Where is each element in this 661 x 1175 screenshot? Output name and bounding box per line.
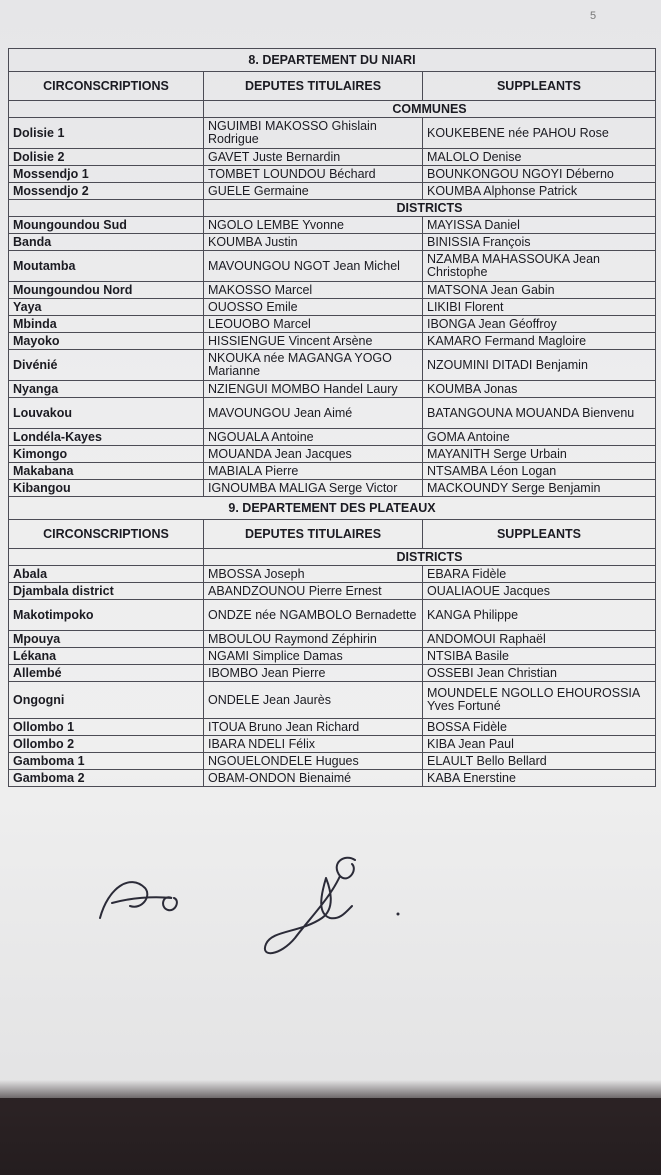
table-row [9, 446, 656, 463]
suppleant-cell: IBONGA Jean Géoffroy [423, 316, 656, 333]
suppleants-header: SUPPLEANTS [423, 72, 656, 101]
suppleant-cell: NZAMBA MAHASSOUKA Jean Christophe [423, 251, 656, 282]
suppleant-cell: KANGA Philippe [423, 600, 656, 631]
circonscription-cell: Gamboma 2 [9, 770, 204, 787]
depute-titulaire-cell: ITOUA Bruno Jean Richard [204, 719, 423, 736]
table-row [9, 600, 656, 631]
signature-dot [397, 913, 400, 916]
circonscriptions-header: CIRCONSCRIPTIONS [9, 72, 204, 101]
depute-titulaire-cell: MAKOSSO Marcel [204, 282, 423, 299]
depute-titulaire-cell: NGUIMBI MAKOSSO Ghislain Rodrigue [204, 118, 423, 149]
circonscription-cell: Yaya [9, 299, 204, 316]
circonscription-cell: Divénié [9, 350, 204, 381]
table-row [9, 251, 656, 282]
depute-titulaire-cell: ABANDZOUNOU Pierre Ernest [204, 583, 423, 600]
circonscription-cell: Kimongo [9, 446, 204, 463]
depute-titulaire-cell: NGOUALA Antoine [204, 429, 423, 446]
suppleant-cell: BOUNKONGOU NGOYI Déberno [423, 166, 656, 183]
suppleant-cell: BATANGOUNA MOUANDA Bienvenu [423, 398, 656, 429]
circonscription-cell: Moungoundou Sud [9, 217, 204, 234]
suppleant-cell: NZOUMINI DITADI Benjamin [423, 350, 656, 381]
circonscription-cell: Djambala district [9, 583, 204, 600]
deputes-titulaires-header: DEPUTES TITULAIRES [204, 72, 423, 101]
suppleant-cell: MACKOUNDY Serge Benjamin [423, 480, 656, 497]
circonscription-cell: Mossendjo 1 [9, 166, 204, 183]
table-row [9, 381, 656, 398]
suppleant-cell: KABA Enerstine [423, 770, 656, 787]
table-row [9, 149, 656, 166]
department-title: 9. DEPARTEMENT DES PLATEAUX [9, 497, 656, 520]
circonscription-cell: Makotimpoko [9, 600, 204, 631]
suppleant-cell: MATSONA Jean Gabin [423, 282, 656, 299]
suppleant-cell: BINISSIA François [423, 234, 656, 251]
suppleant-cell: KIBA Jean Paul [423, 736, 656, 753]
depute-titulaire-cell: MABIALA Pierre [204, 463, 423, 480]
suppleant-cell: MAYANITH Serge Urbain [423, 446, 656, 463]
circonscription-cell: Moungoundou Nord [9, 282, 204, 299]
suppleants-header: SUPPLEANTS [423, 520, 656, 549]
table-row [9, 719, 656, 736]
circonscription-cell: Gamboma 1 [9, 753, 204, 770]
circonscription-cell: Londéla-Kayes [9, 429, 204, 446]
suppleant-cell: LIKIBI Florent [423, 299, 656, 316]
table-row [9, 566, 656, 583]
deputies-table-body [9, 49, 656, 787]
table-row [9, 234, 656, 251]
page-bottom-shadow [0, 1080, 661, 1175]
depute-titulaire-cell: IBOMBO Jean Pierre [204, 665, 423, 682]
table-row [9, 398, 656, 429]
table-row [9, 648, 656, 665]
depute-titulaire-cell: IGNOUMBA MALIGA Serge Victor [204, 480, 423, 497]
table-row [9, 665, 656, 682]
depute-titulaire-cell: MBOSSA Joseph [204, 566, 423, 583]
section-row [9, 101, 656, 118]
suppleant-cell: MAYISSA Daniel [423, 217, 656, 234]
table-row [9, 166, 656, 183]
table-row [9, 631, 656, 648]
table-row [9, 753, 656, 770]
deputies-list [8, 48, 656, 787]
circonscription-cell: Mossendjo 2 [9, 183, 204, 200]
depute-titulaire-cell: HISSIENGUE Vincent Arsène [204, 333, 423, 350]
suppleant-cell: KOUKEBENE née PAHOU Rose [423, 118, 656, 149]
circonscription-cell: Moutamba [9, 251, 204, 282]
signatures [90, 848, 420, 968]
circonscription-cell: Ongogni [9, 682, 204, 719]
signature-left [100, 882, 177, 918]
signature-right [265, 858, 355, 953]
suppleant-cell: OUALIAOUE Jacques [423, 583, 656, 600]
circonscription-cell: Lékana [9, 648, 204, 665]
circonscription-cell: Louvakou [9, 398, 204, 429]
section-blank-cell [9, 549, 204, 566]
suppleant-cell: NTSAMBA Léon Logan [423, 463, 656, 480]
section-row [9, 200, 656, 217]
table-row [9, 480, 656, 497]
table-row [9, 183, 656, 200]
table-row [9, 299, 656, 316]
depute-titulaire-cell: MAVOUNGOU Jean Aimé [204, 398, 423, 429]
section-row [9, 549, 656, 566]
depute-titulaire-cell: TOMBET LOUNDOU Béchard [204, 166, 423, 183]
depute-titulaire-cell: IBARA NDELI Félix [204, 736, 423, 753]
suppleant-cell: OSSEBI Jean Christian [423, 665, 656, 682]
depute-titulaire-cell: KOUMBA Justin [204, 234, 423, 251]
depute-titulaire-cell: NKOUKA née MAGANGA YOGO Marianne [204, 350, 423, 381]
table-row [9, 770, 656, 787]
table-row [9, 118, 656, 149]
suppleant-cell: MOUNDELE NGOLLO EHOUROSSIA Yves Fortuné [423, 682, 656, 719]
table-row [9, 282, 656, 299]
districts-section-label: DISTRICTS [204, 549, 656, 566]
circonscription-cell: Dolisie 2 [9, 149, 204, 166]
circonscription-cell: Makabana [9, 463, 204, 480]
depute-titulaire-cell: ONDZE née NGAMBOLO Bernadette [204, 600, 423, 631]
suppleant-cell: KAMARO Fermand Magloire [423, 333, 656, 350]
circonscription-cell: Ollombo 1 [9, 719, 204, 736]
depute-titulaire-cell: GAVET Juste Bernardin [204, 149, 423, 166]
table-row [9, 217, 656, 234]
department-title-row [9, 49, 656, 72]
table-row [9, 429, 656, 446]
circonscription-cell: Mbinda [9, 316, 204, 333]
depute-titulaire-cell: OBAM-ONDON Bienaimé [204, 770, 423, 787]
section-blank-cell [9, 101, 204, 118]
circonscription-cell: Allembé [9, 665, 204, 682]
table-row [9, 350, 656, 381]
districts-section-label: DISTRICTS [204, 200, 656, 217]
circonscription-cell: Mpouya [9, 631, 204, 648]
circonscription-cell: Dolisie 1 [9, 118, 204, 149]
table-row [9, 682, 656, 719]
circonscription-cell: Banda [9, 234, 204, 251]
deputies-table [8, 48, 656, 787]
depute-titulaire-cell: ONDELE Jean Jaurès [204, 682, 423, 719]
suppleant-cell: KOUMBA Jonas [423, 381, 656, 398]
deputes-titulaires-header: DEPUTES TITULAIRES [204, 520, 423, 549]
depute-titulaire-cell: MOUANDA Jean Jacques [204, 446, 423, 463]
suppleant-cell: EBARA Fidèle [423, 566, 656, 583]
section-blank-cell [9, 200, 204, 217]
table-row [9, 316, 656, 333]
department-title-row [9, 497, 656, 520]
depute-titulaire-cell: NGOLO LEMBE Yvonne [204, 217, 423, 234]
depute-titulaire-cell: NZIENGUI MOMBO Handel Laury [204, 381, 423, 398]
suppleant-cell: KOUMBA Alphonse Patrick [423, 183, 656, 200]
column-header-row [9, 72, 656, 101]
circonscription-cell: Abala [9, 566, 204, 583]
depute-titulaire-cell: GUELE Germaine [204, 183, 423, 200]
suppleant-cell: MALOLO Denise [423, 149, 656, 166]
circonscription-cell: Kibangou [9, 480, 204, 497]
suppleant-cell: ANDOMOUI Raphaël [423, 631, 656, 648]
depute-titulaire-cell: OUOSSO Emile [204, 299, 423, 316]
column-header-row [9, 520, 656, 549]
table-row [9, 333, 656, 350]
suppleant-cell: GOMA Antoine [423, 429, 656, 446]
suppleant-cell: ELAULT Bello Bellard [423, 753, 656, 770]
depute-titulaire-cell: MBOULOU Raymond Zéphirin [204, 631, 423, 648]
suppleant-cell: NTSIBA Basile [423, 648, 656, 665]
suppleant-cell: BOSSA Fidèle [423, 719, 656, 736]
circonscriptions-header: CIRCONSCRIPTIONS [9, 520, 204, 549]
depute-titulaire-cell: LEOUOBO Marcel [204, 316, 423, 333]
circonscription-cell: Mayoko [9, 333, 204, 350]
table-row [9, 463, 656, 480]
depute-titulaire-cell: NGOUELONDELE Hugues [204, 753, 423, 770]
circonscription-cell: Ollombo 2 [9, 736, 204, 753]
table-row [9, 736, 656, 753]
depute-titulaire-cell: MAVOUNGOU NGOT Jean Michel [204, 251, 423, 282]
page-number: 5 [590, 10, 597, 22]
depute-titulaire-cell: NGAMI Simplice Damas [204, 648, 423, 665]
circonscription-cell: Nyanga [9, 381, 204, 398]
communes-section-label: COMMUNES [204, 101, 656, 118]
table-row [9, 583, 656, 600]
department-title: 8. DEPARTEMENT DU NIARI [9, 49, 656, 72]
